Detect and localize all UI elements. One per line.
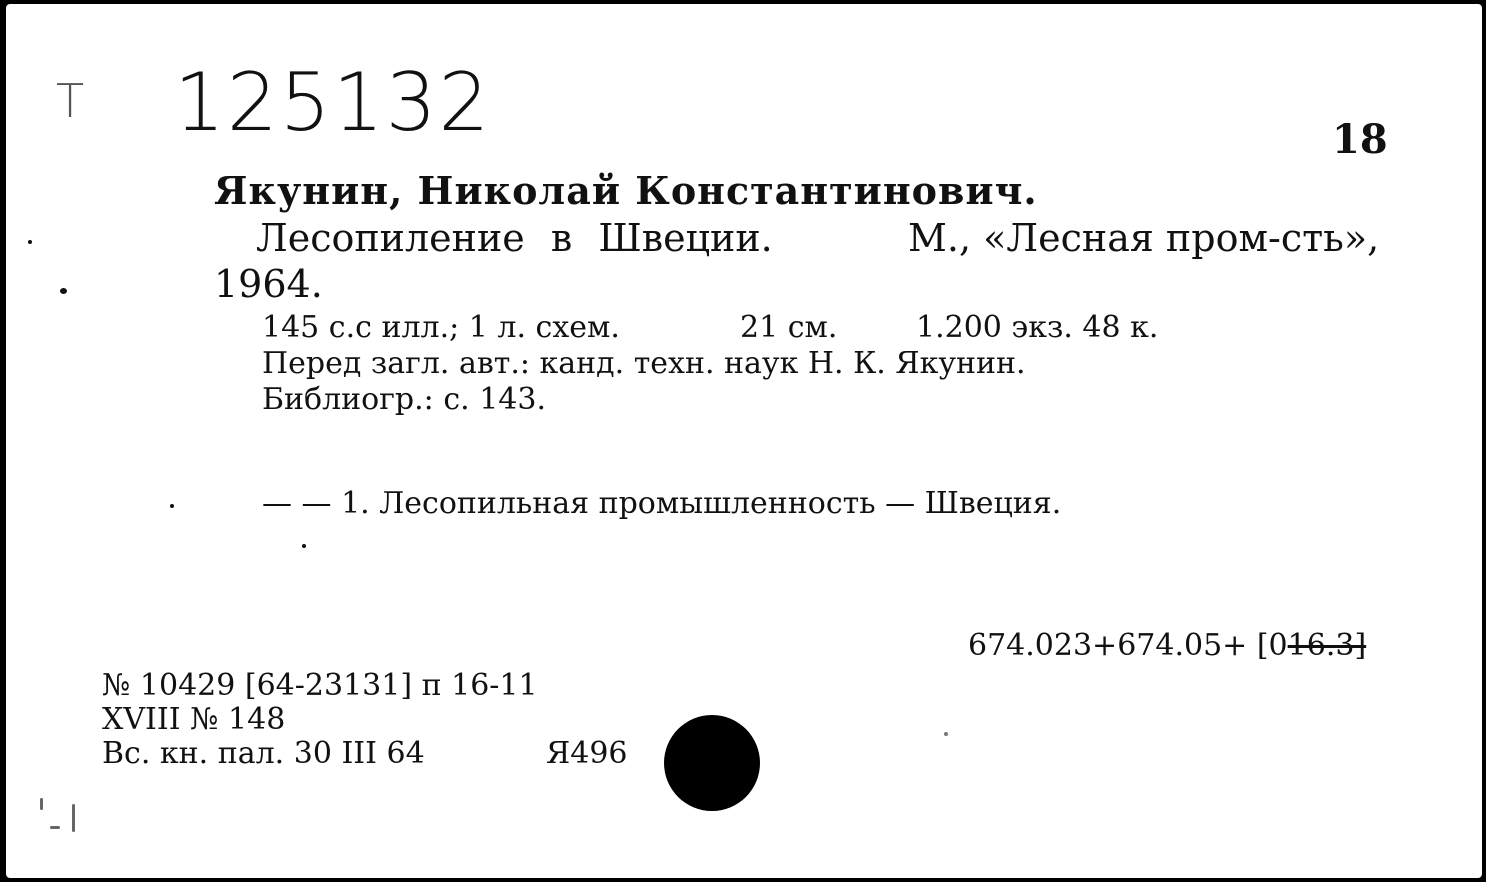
speck <box>60 288 67 294</box>
registry-line: Вс. кн. пал. 30 III 64 <box>102 736 425 771</box>
speck <box>170 504 174 508</box>
record-number: № 10429 [64-23131] п 16-11 <box>102 668 538 703</box>
speck <box>302 544 306 548</box>
handwritten-number: 125132 <box>174 56 492 149</box>
catalog-card <box>6 4 1482 878</box>
subject-heading: — — 1. Лесопильная промышленность — Швеция. <box>262 486 1062 521</box>
speck <box>28 240 32 244</box>
speck <box>40 798 43 810</box>
classification-main: 674.023+674.05+ [0 <box>968 628 1288 663</box>
speck <box>50 826 60 829</box>
handwritten-mark: Т <box>56 74 87 128</box>
publication-year: 1964. <box>214 262 323 306</box>
corner-number: 18 <box>1332 116 1388 163</box>
size-info: 21 см. <box>740 310 838 345</box>
pages-info: 145 с.с илл.; 1 л. схем. <box>262 310 620 345</box>
registry-code: Я496 <box>546 736 628 771</box>
author-heading: Якунин, Николай Константинович. <box>214 168 1038 213</box>
publisher: М., «Лесная пром-сть», <box>908 216 1380 260</box>
classification-code <box>968 628 1366 663</box>
author-note: Перед загл. авт.: канд. техн. наук Н. К. Якунин. <box>262 346 1026 381</box>
bibliography: Библиогр.: с. 143. <box>262 382 546 417</box>
speck <box>72 804 75 832</box>
punch-hole <box>664 715 760 811</box>
series-number: XVIII № 148 <box>102 702 286 737</box>
copies-price: 1.200 экз. 48 к. <box>916 310 1159 345</box>
speck <box>944 732 948 736</box>
title-line: Лесопиление в Швеции. <box>256 216 773 260</box>
classification-struck: 16.3] <box>1287 628 1367 663</box>
